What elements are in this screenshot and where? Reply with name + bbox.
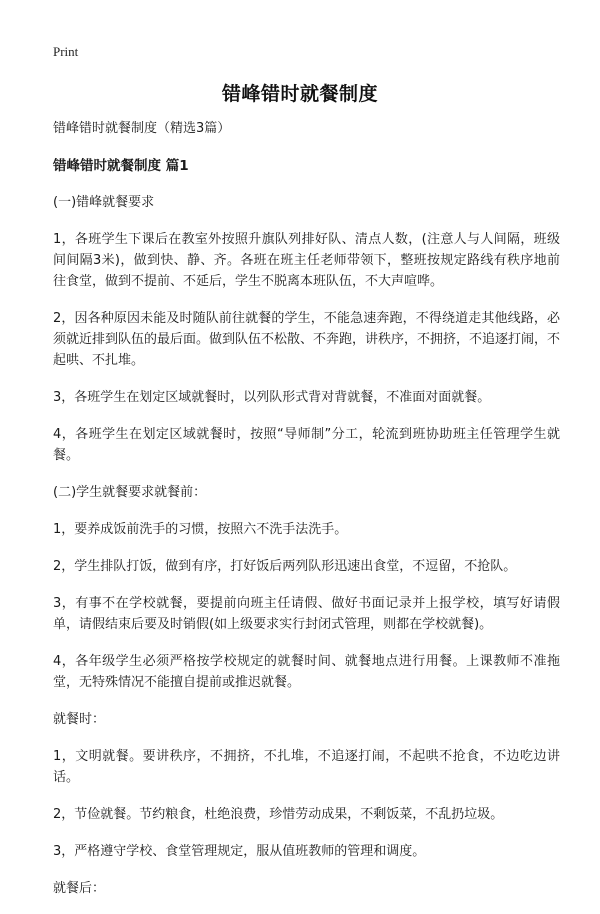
paragraph-section-1-title: (一)错峰就餐要求 [53,195,155,210]
paragraph-before-meal-3: 3，有事不在学校就餐，要提前向班主任请假、做好书面记录并上报学校，填写好请假单，请假结束后要及时销假(如上级要求实行封闭式管理，则都在学校就餐)。 [53,596,560,632]
paragraph-rule-3: 3，各班学生在划定区域就餐时，以列队形式背对背就餐，不准面对面就餐。 [53,390,491,405]
paragraph-during-meal-3: 3，严格遵守学校、食堂管理规定，服从值班教师的管理和调度。 [53,844,426,859]
paragraph-after-meal-title: 就餐后： [53,881,106,896]
paragraph-rule-1: 1，各班学生下课后在教室外按照升旗队列排好队、清点人数，(注意人与人间隔，班级间间隔3米)，做到快、静、齐。各班在班主任老师带领下，整班按规定路线有秩序地前往食堂，做到不提前、不延后，学生不脱离本班队伍，不大声喧哗。 [53,232,560,289]
paragraph-before-meal-4: 4，各年级学生必须严格按学校规定的就餐时间、就餐地点进行用餐。上课教师不准拖堂，无特殊情况不能擅自提前或推迟就餐。 [53,654,560,690]
document-subtitle: 错峰错时就餐制度（精选3篇） [53,121,231,136]
paragraph-before-meal-2: 2，学生排队打饭，做到有序，打好饭后两列队形迅速出食堂，不逗留，不抢队。 [53,559,517,574]
paragraph-during-meal-1: 1，文明就餐。要讲秩序，不拥挤，不扎堆，不追逐打闹，不起哄不抢食，不边吃边讲话。 [53,749,560,785]
paragraph-section-2-title: (二)学生就餐要求就餐前： [53,485,207,500]
document-body [53,118,560,914]
paragraph-before-meal-1: 1，要养成饭前洗手的习惯，按照六不洗手法洗手。 [53,522,348,537]
paragraph-rule-4: 4，各班学生在划定区域就餐时，按照“导师制”分工，轮流到班协助班主任管理学生就餐。 [53,427,560,463]
paragraph-during-meal-2: 2，节俭就餐。节约粮食，杜绝浪费，珍惜劳动成果，不剩饭菜，不乱扔垃圾。 [53,807,504,822]
paragraph-rule-2: 2，因各种原因未能及时随队前往就餐的学生，不能急速奔跑，不得绕道走其他线路，必须就近排到队伍的最后面。做到队伍不松散、不奔跑，讲秩序，不拥挤，不追逐打闹，不起哄、不扎堆。 [53,311,561,368]
section-heading: 错峰错时就餐制度 篇1 [53,158,189,174]
page-title: 错峰错时就餐制度 [221,83,378,105]
paragraph-during-meal-title: 就餐时： [53,712,106,727]
print-label: Print [53,44,79,59]
